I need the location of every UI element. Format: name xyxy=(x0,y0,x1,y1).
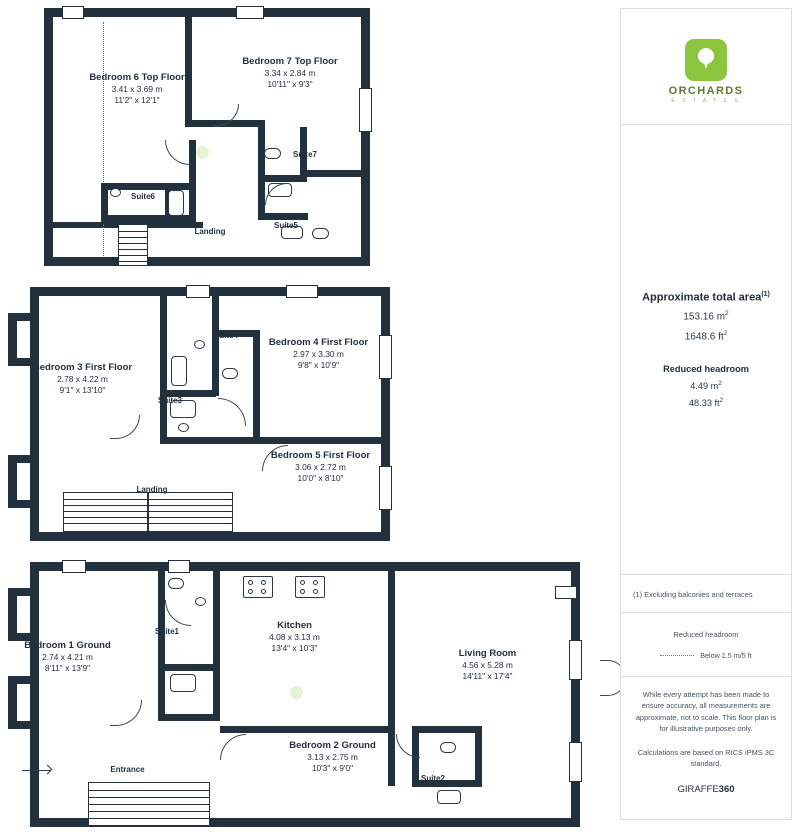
room-label-bedroom-1: Bedroom 1 Ground 2.74 x 4.21 m 8'11" x 13'9" xyxy=(24,640,111,673)
room-label-bedroom-7: Bedroom 7 Top Floor 3.34 x 2.84 m 10'11" x 9'3" xyxy=(242,56,338,89)
window xyxy=(359,88,372,132)
basin-fixture xyxy=(195,597,206,606)
wall xyxy=(475,726,482,786)
wall xyxy=(220,726,395,733)
wall xyxy=(388,571,395,726)
room-label-suite7: Suite7 xyxy=(292,150,317,159)
standard-text: Calculations are based on RICS iPMS 3C standard. xyxy=(637,747,775,769)
room-label-living-room: Living Room 4.56 x 5.28 m 14'11" x 17'4" xyxy=(458,648,517,681)
reduced-headroom-title: Reduced headroom xyxy=(663,364,749,375)
window xyxy=(555,586,577,599)
window xyxy=(569,742,582,782)
disclaimer-section xyxy=(621,677,791,795)
area-imperial: 1648.6 $ft^2$ xyxy=(684,329,728,343)
room-label-suite5: Suite5 xyxy=(273,221,298,230)
room-label-suite2: Suite2 xyxy=(420,774,445,783)
wall xyxy=(158,571,165,721)
room-label-suite1: Suite1 xyxy=(154,627,179,636)
wall xyxy=(44,8,370,17)
door-swing xyxy=(218,398,246,426)
wall xyxy=(30,287,390,296)
basin-fixture xyxy=(178,423,189,432)
wall xyxy=(213,571,220,721)
room-label-bedroom-3: Bedroom 3 First Floor 2.78 x 4.22 m 9'1" x 13'10" xyxy=(32,362,133,395)
staircase xyxy=(88,782,210,826)
wall xyxy=(212,296,219,396)
area-title-footnote-marker: (1) xyxy=(761,290,770,298)
wall xyxy=(265,175,307,182)
wall xyxy=(300,170,361,177)
room-label-bedroom-5: Bedroom 5 First Floor 3.06 x 2.72 m 10'0" x 8'10" xyxy=(270,450,371,483)
brand-suffix: 360 xyxy=(718,783,735,795)
wall xyxy=(258,213,308,220)
area-metric: 153.16 $m^2$ xyxy=(683,310,729,323)
wall xyxy=(361,8,370,266)
wall xyxy=(253,437,390,444)
room-label-landing: Landing xyxy=(136,485,168,494)
legend-label: Below 1.5 m/5 ft xyxy=(700,650,752,660)
footnote-excluding-section xyxy=(621,575,791,613)
brand-prefix: GIRAFFE xyxy=(677,783,719,795)
wall xyxy=(30,532,390,541)
legend-section xyxy=(621,613,791,676)
door-swing xyxy=(220,734,246,760)
bath-fixture xyxy=(171,356,187,386)
wall-bay xyxy=(8,455,32,463)
legend-title: Reduced headroom xyxy=(673,630,739,640)
wc-fixture xyxy=(168,578,184,589)
window xyxy=(286,285,318,298)
wall xyxy=(160,437,256,444)
wall xyxy=(101,215,196,222)
wall xyxy=(30,562,39,826)
window xyxy=(569,640,582,680)
hob-icon xyxy=(243,576,273,598)
basin-fixture xyxy=(437,790,461,804)
wall xyxy=(160,296,167,444)
wall xyxy=(419,726,482,733)
location-pin-icon xyxy=(290,686,303,703)
room-label-bedroom-2: Bedroom 2 Ground 3.13 x 2.75 m 10'3" x 9'0" xyxy=(289,740,376,773)
entrance-arrow-head xyxy=(43,765,53,775)
wall-bay xyxy=(8,588,32,596)
wall xyxy=(258,120,265,220)
wall xyxy=(158,714,220,721)
room-label-suite4: Suite4 xyxy=(213,331,238,340)
window xyxy=(186,285,210,298)
hob-icon xyxy=(295,576,325,598)
shower-fixture xyxy=(170,674,196,692)
reduced-headroom-imperial: 48.33 $ft^2$ xyxy=(688,397,724,409)
logo-subtitle: E S T A T E S xyxy=(671,98,741,104)
door-swing xyxy=(110,700,142,726)
area-summary xyxy=(621,125,791,575)
area-title xyxy=(642,291,770,304)
wall xyxy=(165,664,213,671)
wc-fixture xyxy=(222,368,238,379)
room-label-suite6: Suite6 xyxy=(130,192,155,201)
window xyxy=(168,560,190,573)
stair-rail xyxy=(147,492,149,532)
wall-bay xyxy=(8,313,32,321)
wall-bay xyxy=(8,676,32,684)
door-swing xyxy=(110,415,140,439)
wall xyxy=(189,140,196,221)
wall-bay xyxy=(8,500,32,508)
room-label-bedroom-4: Bedroom 4 First Floor 2.97 x 3.30 m 9'8" x 10'9" xyxy=(268,337,369,370)
basin-fixture xyxy=(194,340,205,349)
reduced-headroom-metric: 4.49 $m^2$ xyxy=(690,380,722,392)
room-label-suite3: Suite3 xyxy=(157,396,182,405)
logo-name: ORCHARDS xyxy=(668,85,744,97)
staircase xyxy=(118,224,148,266)
reduced-headroom-line xyxy=(103,224,104,256)
wall xyxy=(571,562,580,826)
dotted-line-icon xyxy=(660,655,694,656)
wall-bay xyxy=(8,721,32,729)
wall xyxy=(30,562,580,571)
door-swing xyxy=(165,600,191,626)
location-pin-icon xyxy=(196,146,209,163)
legend-row xyxy=(633,651,779,660)
door-swing xyxy=(165,140,190,165)
room-label-kitchen: Kitchen 4.08 x 3.13 m 13'4" x 10'3" xyxy=(269,620,320,653)
brand-logo xyxy=(621,9,791,125)
footnote-excluding: (1) Excluding balconies and terraces xyxy=(633,590,753,599)
giraffe360-brand xyxy=(633,784,779,795)
window xyxy=(62,560,86,573)
wall xyxy=(44,257,370,266)
info-panel xyxy=(620,8,792,820)
orchards-pin-icon xyxy=(685,39,727,81)
wc-fixture xyxy=(440,742,456,753)
area-title-text: Approximate total area xyxy=(642,291,762,304)
window xyxy=(236,6,264,19)
disclaimer-text: While every attempt has been made to ensure accuracy, all measurements are approximate, not to scale. This floor plan is for illustrative purposes only. xyxy=(635,689,777,734)
room-label-bedroom-6: Bedroom 6 Top Floor 3.41 x 3.69 m 11'2" x 12'1" xyxy=(89,72,185,105)
room-label-entrance: Entrance xyxy=(110,765,145,774)
room-label-landing: Landing xyxy=(194,227,226,236)
window xyxy=(62,6,84,19)
wall xyxy=(44,8,53,266)
